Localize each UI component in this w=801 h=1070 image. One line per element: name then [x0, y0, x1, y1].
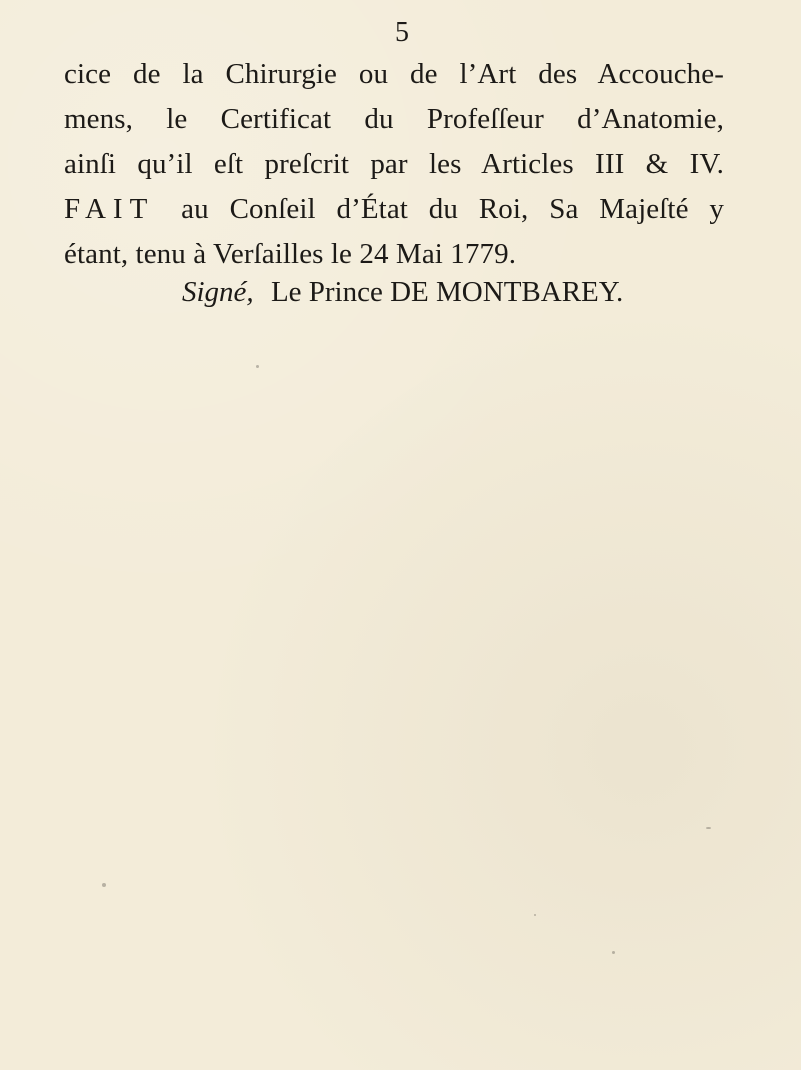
page-number: 5: [395, 17, 409, 48]
signature-prefix: Signé,: [182, 276, 254, 308]
text-line-5: étant, tenu à Verſailles le 24 Mai 1779.: [64, 238, 517, 270]
text-line-4-rest: au Conſeil d’État du Roi, Sa Majeſté y: [181, 193, 725, 225]
paper-speck: [706, 827, 711, 829]
paper-speck: [612, 951, 615, 954]
body-text: [64, 52, 724, 277]
paper-speck: [102, 883, 106, 887]
paper-speck: [534, 914, 536, 916]
paper-speck: [256, 365, 259, 368]
text-line-4: [64, 187, 724, 232]
text-line-1: cice de la Chirurgie ou de l’Art des Accouche-: [64, 58, 724, 90]
signature-line: [182, 272, 623, 312]
fait-word: FAIT: [64, 193, 155, 225]
text-line-2: mens, le Certificat du Profeſſeur d’Anatomie,: [64, 103, 724, 135]
text-line-3: ainſi qu’il eſt preſcrit par les Articles III & IV.: [64, 148, 724, 180]
signature-name: Le Prince DE MONTBAREY.: [270, 276, 624, 308]
